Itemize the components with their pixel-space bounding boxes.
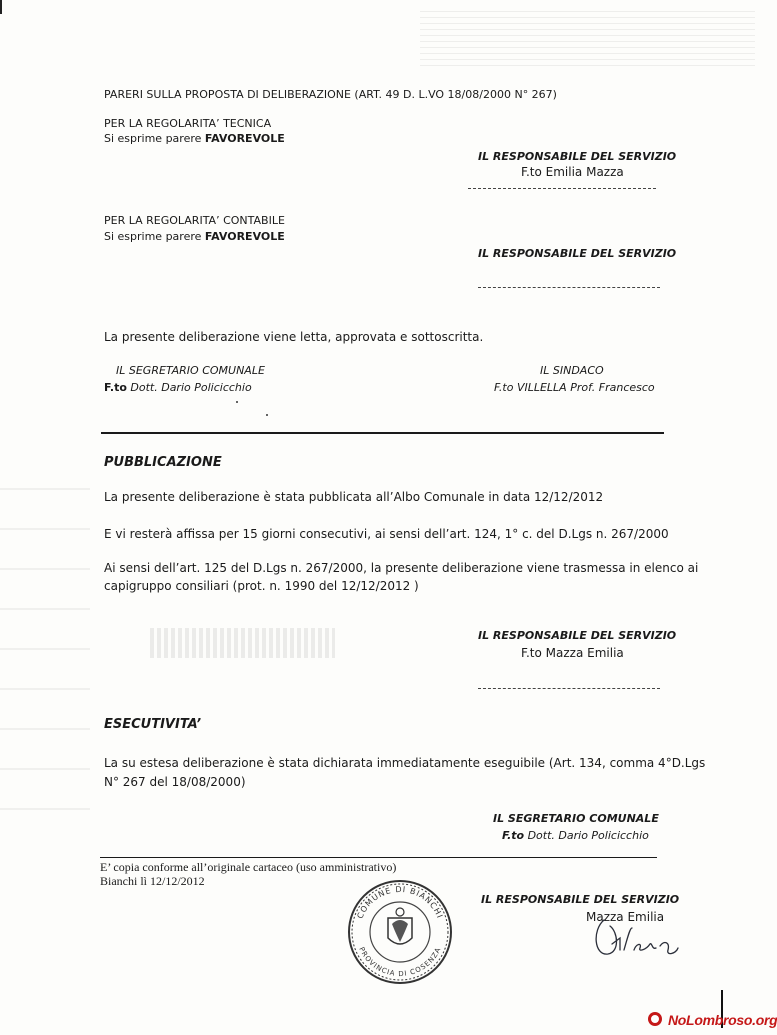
pubblicazione-line-3b: capigruppo consiliari (prot. n. 1990 del 12/12/2012 ) — [104, 579, 419, 593]
footer-signer-name: Mazza Emilia — [586, 910, 665, 924]
approval-text: La presente deliberazione viene letta, approvata e sottoscritta. — [104, 330, 484, 344]
scan-mark-left — [0, 0, 2, 14]
scan-artifact-left-faint — [0, 480, 90, 810]
segretario-name-value: Dott. Dario Policicchio — [126, 381, 252, 394]
watermark-logo-text: NoLombroso.org — [668, 1012, 777, 1028]
parere-tecnico-value: FAVOREVOLE — [204, 132, 285, 145]
handwritten-signature — [590, 914, 680, 962]
logo-icon — [648, 1012, 662, 1026]
sindaco-name: F.to VILLELLA Prof. Francesco — [494, 381, 655, 394]
esecutivita-signer-name — [502, 829, 649, 842]
seal-text-top: COMUNE DI BIANCHI — [355, 884, 445, 921]
pubblicazione-line-2: E vi resterà affissa per 15 giorni consecutivi, ai sensi dell’art. 124, 1° c. del D.Lgs n. 267/2000 — [104, 527, 669, 541]
pubblicazione-heading: PUBBLICAZIONE — [104, 455, 222, 470]
pubblicazione-line-3a: Ai sensi dell’art. 125 del D.Lgs n. 267/2000, la presente deliberazione viene trasmessa in elenco ai — [104, 561, 699, 575]
document-title: PARERI SULLA PROPOSTA DI DELIBERAZIONE (ART. 49 D. L.VO 18/08/2000 N° 267) — [104, 88, 557, 101]
parere-tecnico-signer-name: F.to Emilia Mazza — [521, 165, 624, 179]
sindaco-role: IL SINDACO — [540, 364, 604, 377]
pubblicazione-signer-role: IL RESPONSABILE DEL SERVIZIO — [478, 629, 677, 642]
parere-tecnico-heading: PER LA REGOLARITA’ TECNICA — [104, 117, 272, 130]
parere-contabile-prefix: Si esprime parere — [104, 230, 205, 243]
parere-contabile-text — [104, 230, 285, 243]
esecutivita-signer-role: IL SEGRETARIO COMUNALE — [493, 812, 659, 825]
parere-tecnico-prefix: Si esprime parere — [104, 132, 205, 145]
esecutivita-signer-prefix: F.to — [502, 829, 525, 842]
parere-contabile-heading: PER LA REGOLARITA’ CONTABILE — [104, 214, 285, 227]
parere-tecnico-text — [104, 132, 285, 145]
pubblicazione-signer-name: F.to Mazza Emilia — [521, 646, 624, 660]
footer-signer-role: IL RESPONSABILE DEL SERVIZIO — [481, 893, 680, 906]
esecutivita-heading: ESECUTIVITA’ — [104, 717, 202, 732]
copy-conforme-line-1: E’ copia conforme all’originale cartaceo (uso amministrativo) — [100, 860, 397, 874]
esecutivita-line-2: N° 267 del 18/08/2000) — [104, 775, 246, 789]
parere-tecnico-signer-role: IL RESPONSABILE DEL SERVIZIO — [478, 150, 677, 163]
footer-divider — [100, 857, 657, 858]
seal-text-bottom: PROVINCIA DI COSENZA — [357, 945, 443, 979]
signature-line — [478, 688, 660, 689]
section-divider — [101, 432, 664, 434]
signature-line — [478, 287, 660, 288]
segretario-name-prefix: F.to — [104, 381, 127, 394]
parere-contabile-signer-role: IL RESPONSABILE DEL SERVIZIO — [478, 247, 677, 260]
signature-line — [468, 188, 656, 189]
scan-artifact-top — [420, 6, 755, 66]
esecutivita-signer-value: Dott. Dario Policicchio — [524, 829, 649, 842]
scan-speck — [236, 401, 238, 403]
official-seal — [346, 878, 454, 986]
bleed-through-mark — [150, 628, 335, 658]
esecutivita-line-1: La su estesa deliberazione è stata dichiarata immediatamente eseguibile (Art. 134, comma 4°D.Lgs — [104, 756, 706, 770]
watermark-logo — [646, 1010, 777, 1032]
segretario-role: IL SEGRETARIO COMUNALE — [116, 364, 265, 377]
copy-conforme-line-2: Bianchi lì 12/12/2012 — [100, 874, 205, 888]
scan-speck — [266, 414, 268, 416]
parere-contabile-value: FAVOREVOLE — [204, 230, 285, 243]
segretario-name — [104, 381, 252, 394]
pubblicazione-line-1: La presente deliberazione è stata pubblicata all’Albo Comunale in data 12/12/2012 — [104, 490, 604, 504]
